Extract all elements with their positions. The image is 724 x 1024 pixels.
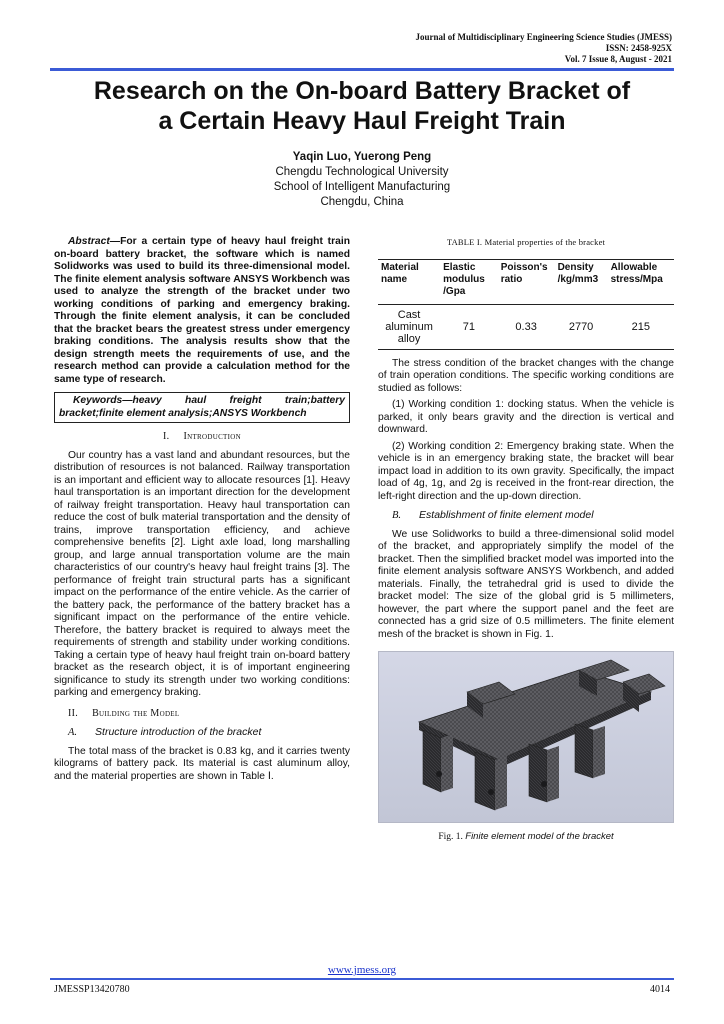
section-title: Building the Model xyxy=(92,707,180,719)
conditions-intro-paragraph: The stress condition of the bracket changes with the change of train operation conditions. The specific working conditions are studied as follows: xyxy=(378,357,674,394)
figure-fem-mesh xyxy=(378,651,674,823)
abstract-text: For a certain type of heavy haul freight train on-board battery bracket, the software which is named Solidworks was used to build its three-dimensional model. The finite element analysis software ANSYS Workbench was used to analyze the strength of the bracket under two working conditions of parking and emergency braking. Through the finite element analysis, it can be concluded that the bracket bears the greatest stress under emergency braking conditions. The analysis results show that the design strength meets the requirements of use, and the research method can provide a calculation method for the same type of research. xyxy=(54,236,350,385)
table-row xyxy=(378,304,674,349)
table-header-cell: Density /kg/mm3 xyxy=(555,259,608,304)
subsection-number: A. xyxy=(68,727,78,738)
material-properties-table xyxy=(378,259,674,350)
paper-title xyxy=(40,76,684,136)
subsection-heading-fem xyxy=(378,509,674,523)
journal-header xyxy=(415,32,672,65)
section-heading-introduction xyxy=(54,431,350,444)
subsection-title: Establishment of finite element model xyxy=(419,509,594,521)
subsection-heading-structure xyxy=(54,726,350,740)
author-affiliation-2: School of Intelligent Manufacturing xyxy=(273,181,451,193)
author-block xyxy=(200,150,524,210)
keywords-box: Keywords—heavy haul freight train;battery bracket;finite element analysis;ANSYS Workbench xyxy=(54,392,350,423)
table-header-cell: Material name xyxy=(378,259,440,304)
subsection-title: Structure introduction of the bracket xyxy=(95,726,262,738)
journal-issn: ISSN: 2458-925X xyxy=(605,43,672,53)
section-heading-building-model xyxy=(54,708,350,721)
figure-caption xyxy=(378,831,674,844)
condition-1-paragraph: (1) Working condition 1: docking status. When the vehicle is parked, it only bears gravity and the direction is vertical and downward. xyxy=(378,399,674,435)
title-line-2: a Certain Heavy Haul Freight Train xyxy=(158,107,566,135)
right-column xyxy=(378,236,674,844)
page-number: 4014 xyxy=(650,984,670,995)
table-header-cell: Elastic modulus /Gpa xyxy=(440,259,498,304)
table-header-row xyxy=(378,259,674,304)
author-affiliation-1: Chengdu Technological University xyxy=(275,166,449,178)
introduction-paragraph: Our country has a vast land and abundant resources, but the distribution of resources is not balanced. Railway transportation is an important and efficient way to allocate resources [1]. Heavy haul transportation is an important direction for the development of railway freight transportation. Heavy haul transportation can reduce the cost of bulk material transportation and the density of trains, improve transportation efficiency, and achieve comprehensive benefits [2]. Light axle load, long marshalling group, and large annual transportation volume are the main characteristics of our country's heavy haul freight trains [3]. The performance of freight train structural parts has a significant impact on the performance of the entire vehicle. As the carrier of the battery pack, the performance of the battery bracket has a significant impact on the performance of the entire vehicle. Therefore, the battery bracket is required to always meet the requirements of strength and stability under working conditions. Taking a certain type of heavy haul freight train on-board battery bracket as the research object, it is of important engineering significance to study its strength under two working conditions: parking and emergency braking. xyxy=(54,449,350,698)
journal-volume: Vol. 7 Issue 8, August - 2021 xyxy=(564,54,672,64)
table-header-cell: Poisson's ratio xyxy=(498,259,555,304)
journal-name: Journal of Multidisciplinary Engineering Science Studies (JMESS) xyxy=(415,32,672,42)
fem-paragraph: We use Solidworks to build a three-dimensional solid model of the bracket, and appropriately simplify the model of the bracket. Then the simplified bracket model was imported into the finite element analysis software ANSYS Workbench, and added materials. Finally, the tetrahedral grid is used to divide the bracket model: The size of the global grid is 5 millimeters, however, the part where the support panel and the feet are connected has a grid size of 0.5 millimeters. The finite element mesh of the bracket is shown in Fig. 1. xyxy=(378,528,674,640)
left-column xyxy=(54,236,350,787)
journal-website-link[interactable]: www.jmess.org xyxy=(327,964,397,976)
section-number: II. xyxy=(68,707,79,719)
footer-rule xyxy=(50,978,674,980)
section-number: I. xyxy=(163,431,170,442)
abstract-lead: Abstract— xyxy=(68,236,121,247)
section-title: Introduction xyxy=(183,431,241,442)
table-cell: 2770 xyxy=(555,304,608,349)
structure-paragraph: The total mass of the bracket is 0.83 kg, and it carries twenty kilograms of battery pack. Its material is cast aluminum alloy, and the material properties are shown in Table Ⅰ. xyxy=(54,745,350,782)
table-cell: 215 xyxy=(608,304,674,349)
author-names: Yaqin Luo, Yuerong Peng xyxy=(292,151,432,163)
condition-2-paragraph: (2) Working condition 2: Emergency braking state. When the vehicle is in an emergency braking state, the bracket will bear impact load in addition to its own gravity. Specifically, the impact load of 4g, 1g, and 2g is received in the front-rear direction, the left-right direction and the up-down direction. xyxy=(378,440,674,502)
abstract xyxy=(54,236,350,386)
table-header-cell: Allowable stress/Mpa xyxy=(608,259,674,304)
table-cell: Cast aluminum alloy xyxy=(378,304,440,349)
title-line-1: Research on the On-board Battery Bracket of xyxy=(93,77,631,105)
table-cell: 71 xyxy=(440,304,498,349)
author-location: Chengdu, China xyxy=(320,196,404,208)
subsection-number: B. xyxy=(392,510,402,521)
paper-id: JMESSP13420780 xyxy=(54,984,130,995)
header-rule xyxy=(50,68,674,71)
table-cell: 0.33 xyxy=(498,304,555,349)
table-caption: TABLE I. Material properties of the bracket xyxy=(446,237,606,247)
bracket-mesh-image xyxy=(379,652,673,822)
figure-caption-text: Finite element model of the bracket xyxy=(465,831,614,842)
figure-label: Fig. 1. xyxy=(438,832,463,842)
